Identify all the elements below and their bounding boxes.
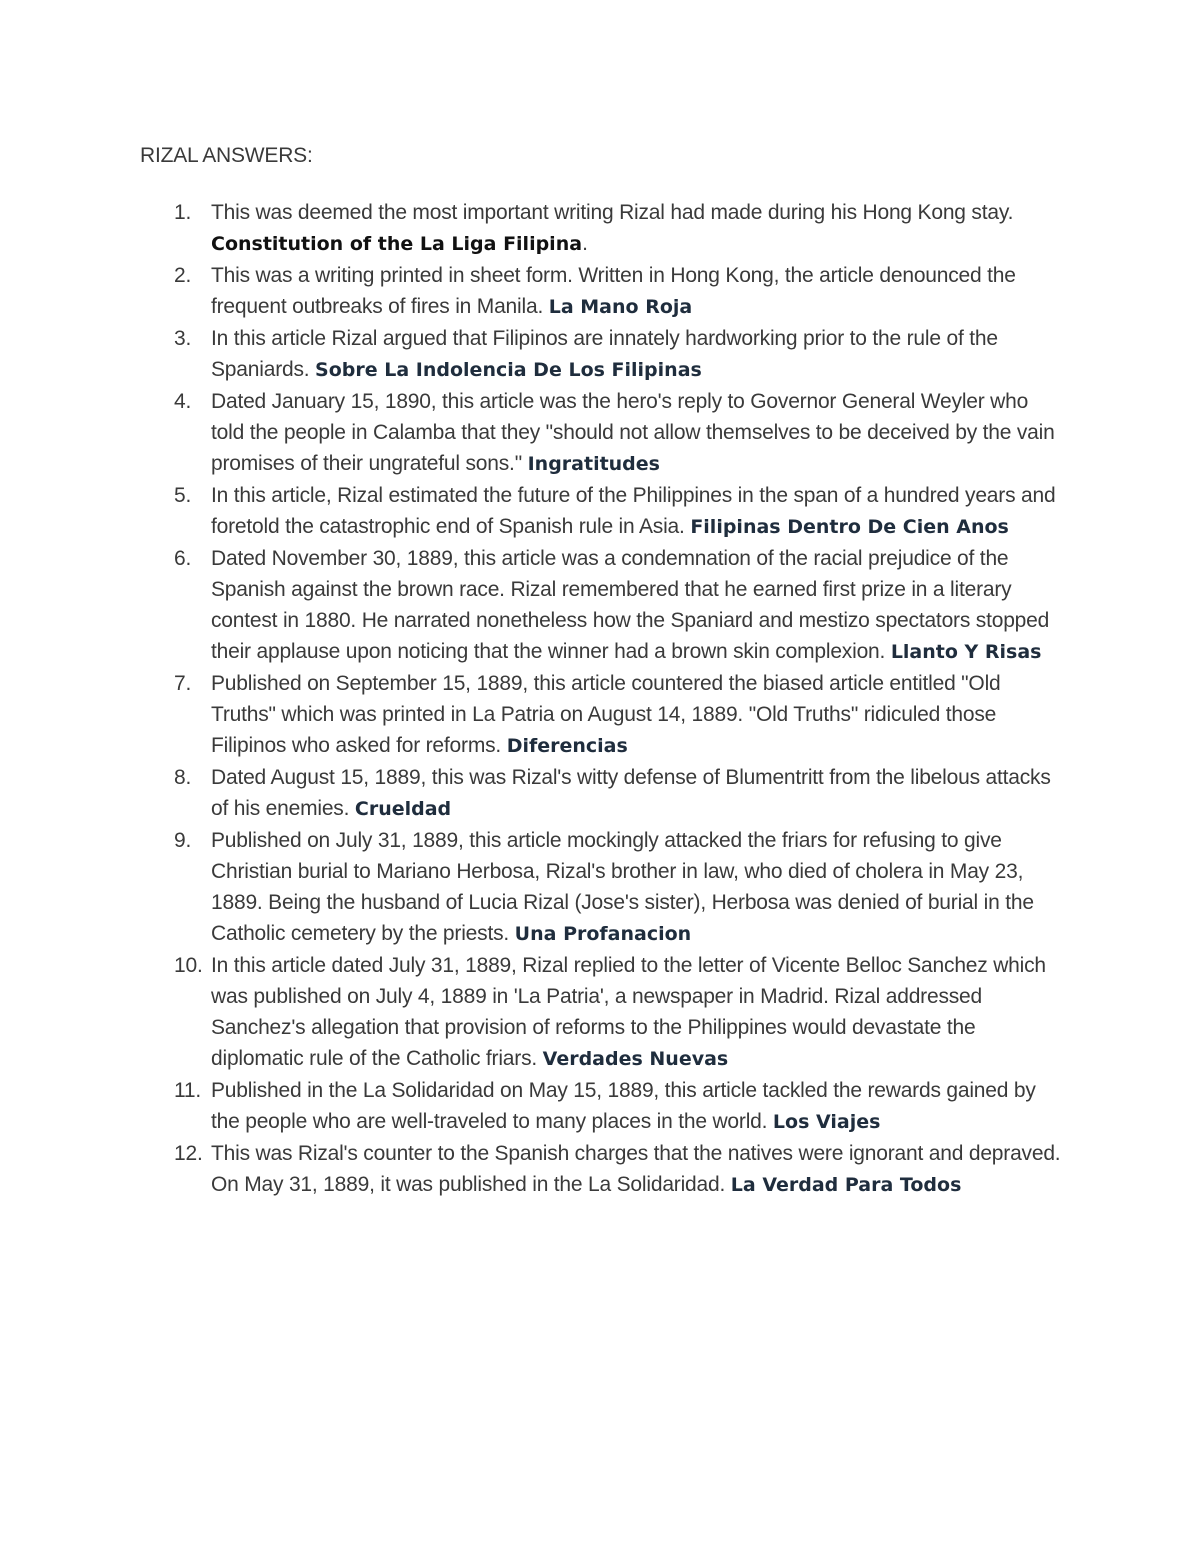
item-number: 11. <box>174 1079 202 1102</box>
list-item <box>174 825 1064 950</box>
list-item <box>174 950 1064 1075</box>
item-answer: Filipinas Dentro De Cien Anos <box>690 516 1009 538</box>
item-number: 10. <box>174 954 203 977</box>
item-answer: Diferencias <box>506 735 628 757</box>
item-answer: Sobre La Indolencia De Los Filipinas <box>315 359 702 381</box>
item-question: In this article, Rizal estimated the future of the Philippines in the span of a hundred years and foretold the catastrophic end of Spanish rule in Asia. <box>211 484 1056 538</box>
list-item <box>174 386 1064 480</box>
item-number: 8. <box>174 766 192 789</box>
item-answer: Ingratitudes <box>527 453 660 475</box>
item-question: Published in the La Solidaridad on May 15, 1889, this article tackled the rewards gained by the people who are well-traveled to many places in the world. <box>211 1079 1036 1133</box>
item-question: Dated November 30, 1889, this article was a condemnation of the racial prejudice of the Spanish against the brown race. Rizal remembered that he earned first prize in a literary contest in 1880. He narrated nonetheless how the Spaniard and mestizo spectators stopped their applause upon noticing that the winner had a brown skin complexion. <box>211 547 1050 663</box>
item-answer: Crueldad <box>354 798 452 820</box>
item-number: 2. <box>174 264 192 287</box>
item-answer: Los Viajes <box>772 1111 881 1133</box>
item-number: 4. <box>174 390 192 413</box>
item-question: Dated January 15, 1890, this article was the hero's reply to Governor General Weyler who told the people in Calamba that they "should not allow themselves to be deceived by the vain promises of their ungrateful sons." <box>211 390 1055 475</box>
item-question: Published on July 31, 1889, this article mockingly attacked the friars for refusing to give Christian burial to Mariano Herbosa, Rizal's brother in law, who died of cholera in May 23, 1889. Being the husband of Lucia Rizal (Jose's sister), Herbosa was denied of burial in the Catholic cemetery by the priests. <box>211 829 1034 945</box>
item-answer: Constitution of the La Liga Filipina <box>211 233 583 255</box>
item-number: 1. <box>174 201 192 224</box>
list-item <box>174 323 1064 386</box>
item-number: 3. <box>174 327 192 350</box>
list-item <box>174 543 1064 668</box>
list-item <box>174 668 1064 762</box>
list-item <box>174 480 1064 543</box>
item-question: This was a writing printed in sheet form. Written in Hong Kong, the article denounced the frequent outbreaks of fires in Manila. <box>211 264 1016 318</box>
item-answer: Verdades Nuevas <box>542 1048 729 1070</box>
list-item <box>174 1138 1064 1201</box>
list-item <box>174 197 1064 260</box>
item-question: In this article dated July 31, 1889, Rizal replied to the letter of Vicente Belloc Sanchez which was published on July 4, 1889 in 'La Patria', a newspaper in Madrid. Rizal addressed Sanchez's allegation that provision of reforms to the Philippines would devastate the diplomatic rule of the Catholic friars. <box>211 954 1046 1070</box>
item-trail: . <box>582 232 588 255</box>
item-question: This was Rizal's counter to the Spanish charges that the natives were ignorant and depraved. On May 31, 1889, it was published in the La Solidaridad. <box>211 1142 1061 1196</box>
answers-list <box>174 197 1064 1201</box>
item-number: 9. <box>174 829 192 852</box>
item-number: 12. <box>174 1142 203 1165</box>
item-answer: Llanto Y Risas <box>890 641 1042 663</box>
item-question: In this article Rizal argued that Filipinos are innately hardworking prior to the rule of the Spaniards. <box>211 327 998 381</box>
item-number: 6. <box>174 547 192 570</box>
list-item <box>174 1075 1064 1138</box>
list-item <box>174 260 1064 323</box>
item-number: 7. <box>174 672 192 695</box>
item-question: This was deemed the most important writing Rizal had made during his Hong Kong stay. <box>211 201 1014 224</box>
item-answer: La Mano Roja <box>548 296 693 318</box>
item-answer: Una Profanacion <box>514 923 692 945</box>
item-question: Dated August 15, 1889, this was Rizal's witty defense of Blumentritt from the libelous attacks of his enemies. <box>211 766 1051 820</box>
list-item <box>174 762 1064 825</box>
item-answer: La Verdad Para Todos <box>730 1174 962 1196</box>
item-question: Published on September 15, 1889, this article countered the biased article entitled "Old Truths" which was printed in La Patria on August 14, 1889. "Old Truths" ridiculed those Filipinos who asked for reforms. <box>211 672 1001 757</box>
document-title: RIZAL ANSWERS: <box>140 144 313 167</box>
item-number: 5. <box>174 484 192 507</box>
